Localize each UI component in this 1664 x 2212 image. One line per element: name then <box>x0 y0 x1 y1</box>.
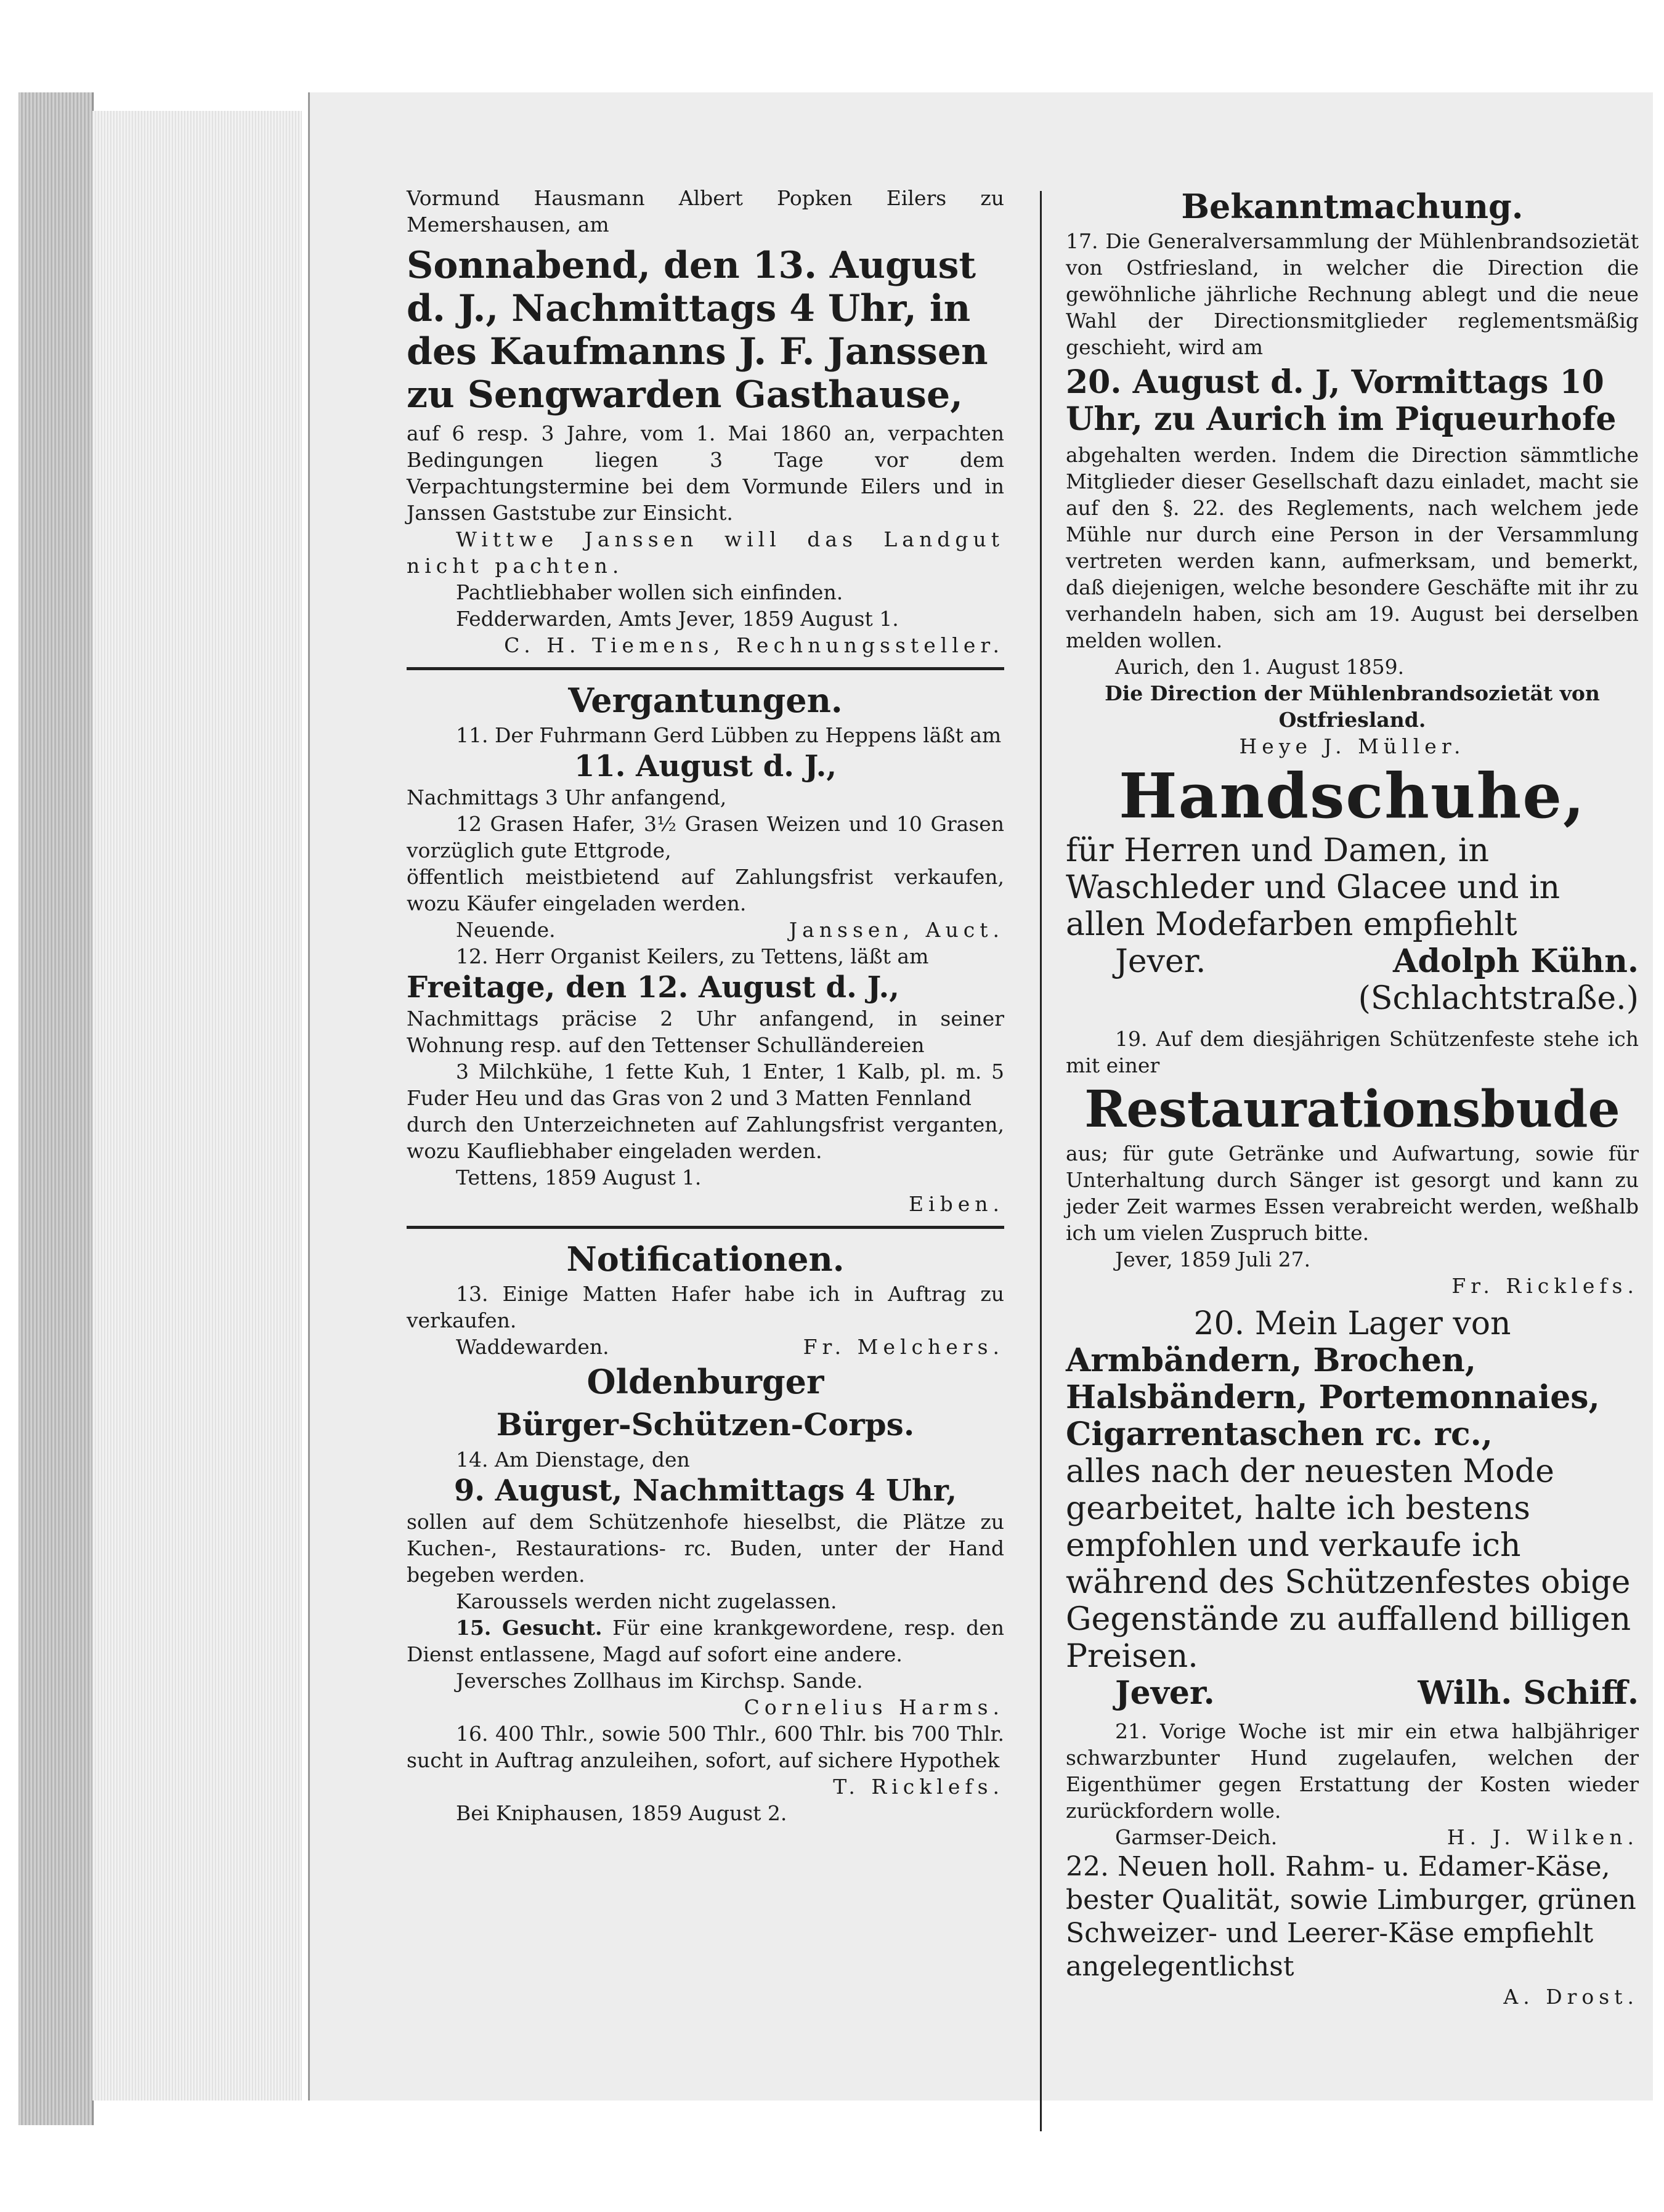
lease-widow: Wittwe Janssen will das Landgut nicht pachten. <box>407 527 1004 578</box>
notice-13-signer: Fr. Melchers. <box>803 1335 1004 1359</box>
notice-13-place: Waddewarden. <box>456 1335 609 1359</box>
lease-intro: Vormund Hausmann Albert Popken Eilers zu Memershausen, am <box>407 186 1004 237</box>
heading-notificationen: Notificationen. <box>566 1239 845 1279</box>
notice-11-signer: Janssen, Auct. <box>789 918 1004 942</box>
notice-22-signer: A. Drost. <box>1503 1985 1639 2009</box>
notice-19-intro: 19. Auf dem diesjährigen Schützenfeste stehe ich mit einer <box>1066 1027 1639 1077</box>
column-divider <box>1040 191 1042 2131</box>
notice-13-footer <box>407 1334 1004 1360</box>
notice-11-intro: 11. Der Fuhrmann Gerd Lübben zu Heppens läßt am <box>456 723 1002 747</box>
right-column <box>1066 185 1639 2010</box>
notice-15-text: Für eine krankgewordene, resp. den Dienst entlassene, Magd auf sofort eine andere. <box>407 1616 1004 1666</box>
page-stack-edge <box>92 111 302 2101</box>
notice-11-time: Nachmittags 3 Uhr anfangend, <box>407 785 727 809</box>
notice-18-signer: Adolph Kühn. <box>1393 942 1639 980</box>
notice-17-place: Aurich, den 1. August 1859. <box>1115 655 1405 679</box>
notice-16-text: 16. 400 Thlr., sowie 500 Thlr., 600 Thlr. bis 700 Thlr. sucht in Auftrag anzuleihen, sofort, auf sichere Hypothek <box>407 1722 1004 1772</box>
lease-place-date: Fedderwarden, Amts Jever, 1859 August 1. <box>456 607 899 631</box>
notice-11-items: 12 Grasen Hafer, 3½ Grasen Weizen und 10 Grasen vorzüglich gute Ettgrode, <box>407 812 1004 862</box>
notice-16-place: Bei Kniphausen, 1859 August 2. <box>456 1801 787 1825</box>
notice-15-place: Jeversches Zollhaus im Kirchsp. Sande. <box>456 1669 863 1693</box>
section-rule <box>407 667 1004 670</box>
oldenburger-title: Oldenburger <box>586 1362 824 1401</box>
notice-13-text: 13. Einige Matten Hafer habe ich in Auftrag zu verkaufen. <box>407 1282 1004 1332</box>
section-rule <box>407 1226 1004 1229</box>
notice-21-footer <box>1066 1824 1639 1850</box>
notice-11-footer <box>407 917 1004 943</box>
notice-12-items: 3 Milchkühe, 1 fette Kuh, 1 Enter, 1 Kalb, pl. m. 5 Fuder Heu und das Gras von 2 und 3 Matten Fennland <box>407 1059 1004 1110</box>
notice-11-date: 11. August d. J., <box>574 749 837 784</box>
notice-20-items: Armbändern, Brochen, Halsbändern, Portemonnaies, Cigarrentaschen rc. rc., <box>1066 1342 1600 1453</box>
lease-terms: auf 6 resp. 3 Jahre, vom 1. Mai 1860 an, verpachten Bedingungen liegen 3 Tage vor dem Verpachtungstermine bei dem Vormunde Eilers und in Janssen Gaststube zur Einsicht. <box>407 421 1004 525</box>
notice-12-intro: 12. Herr Organist Keilers, zu Tettens, läßt am <box>456 944 929 968</box>
notice-21-place: Garmser-Deich. <box>1115 1825 1278 1849</box>
notice-17-text: 17. Die Generalversammlung der Mühlenbrandsozietät von Ostfriesland, in welcher die Direction die gewöhnliche jährliche Rechnung ablegt und die neue Wahl der Directionsmitglieder reglementsmäßig geschieht, wird am <box>1066 229 1639 359</box>
notice-20-signer: Wilh. Schiff. <box>1418 1674 1639 1712</box>
notice-11-place: Neuende. <box>456 918 556 942</box>
notice-18-title: Handschuhe, <box>1119 760 1586 832</box>
notice-19-text: aus; für gute Getränke und Aufwartung, sowie für Unterhaltung durch Sänger ist gesorgt und kann zu jeder Zeit warmes Essen verabreicht werden, weßhalb ich um vielen Zuspruch bitte. <box>1066 1141 1639 1245</box>
notice-20-intro: 20. Mein Lager von <box>1193 1305 1511 1342</box>
notice-22-text: 22. Neuen holl. Rahm- u. Edamer-Käse, bester Qualität, sowie Limburger, grünen Schweizer- und Leerer-Käse empfiehlt angelegentlichst <box>1066 1851 1636 1982</box>
notice-19-signer: Fr. Ricklefs. <box>1451 1274 1639 1298</box>
heading-vergantungen: Vergantungen. <box>568 681 843 720</box>
notice-21-text: 21. Vorige Woche ist mir ein etwa halbjähriger schwarzbunter Hund zugelaufen, welchen der Eigenthümer gegen Erstattung der Kosten wieder zurückfordern wolle. <box>1066 1719 1639 1823</box>
notice-12-place: Tettens, 1859 August 1. <box>456 1165 702 1189</box>
notice-20-place: Jever. <box>1115 1674 1215 1712</box>
notice-16-signer: T. Ricklefs. <box>833 1775 1004 1799</box>
notice-17-body: abgehalten werden. Indem die Direction sämmtliche Mitglieder dieser Gesellschaft dazu einladet, macht sie auf den §. 22. des Reglements, nach welchem jede Mühle nur durch eine Person in der Versammlung vertreten werden kann, aufmerksam, und bemerkt, daß diejenigen, welche besondere Geschäfte mit ihr zu verhandeln haben, sich am 19. August bei derselben melden wollen. <box>1066 443 1639 652</box>
notice-20-footer <box>1066 1675 1639 1712</box>
lease-signer: C. H. Tiemens, Rechnungssteller. <box>504 633 1004 657</box>
notice-12-time: Nachmittags präcise 2 Uhr anfangend, in seiner Wohnung resp. auf den Tettenser Schulländereien <box>407 1007 1004 1057</box>
notice-17-signer: Heye J. Müller. <box>1239 734 1466 758</box>
notice-11-terms: öffentlich meistbietend auf Zahlungsfrist verkaufen, wozu Käufer eingeladen werden. <box>407 865 1004 915</box>
notice-12-signer: Eiben. <box>908 1192 1004 1216</box>
notice-14-note: Karoussels werden nicht zugelassen. <box>456 1589 837 1613</box>
notice-17-org: Die Direction der Mühlenbrandsozietät von Ostfriesland. <box>1105 681 1600 732</box>
notice-20-text: alles nach der neuesten Mode gearbeitet, halte ich bestens empfohlen und verkaufe ich während des Schützenfestes obige Gegenstände zu auffallend billigen Preisen. <box>1066 1453 1631 1675</box>
buerger-title: Bürger-Schützen-Corps. <box>496 1406 915 1443</box>
notice-19-title: Restaurationsbude <box>1084 1080 1620 1139</box>
notice-19-place: Jever, 1859 Juli 27. <box>1115 1247 1311 1271</box>
book-spine <box>18 92 94 2125</box>
notice-15-signer: Cornelius Harms. <box>744 1695 1004 1719</box>
notice-14-date: 9. August, Nachmittags 4 Uhr, <box>453 1473 957 1508</box>
notice-17-date: 20. August d. J, Vormittags 10 Uhr, zu Aurich im Piqueurhofe <box>1066 363 1617 438</box>
notice-14-intro: 14. Am Dienstage, den <box>456 1448 690 1472</box>
notice-15-label: 15. Gesucht. <box>456 1616 603 1640</box>
left-column <box>407 185 1004 1826</box>
notice-12-date: Freitage, den 12. August d. J., <box>407 970 899 1005</box>
notice-15 <box>407 1614 1004 1667</box>
notice-18-text: für Herren und Damen, in Waschleder und Glacee und in allen Modefarben empfiehlt <box>1066 832 1561 943</box>
notice-18-footer <box>1066 943 1639 980</box>
lease-date: Sonnabend, den 13. August d. J., Nachmittags 4 Uhr, in des Kaufmanns J. F. Janssen zu Sengwarden Gasthause, <box>407 244 988 416</box>
notice-12-terms: durch den Unterzeichneten auf Zahlungsfrist verganten, wozu Kaufliebhaber eingeladen werden. <box>407 1112 1004 1163</box>
notice-14-text: sollen auf dem Schützenhofe hieselbst, die Plätze zu Kuchen-, Restaurations- rc. Buden, unter der Hand begeben werden. <box>407 1510 1004 1587</box>
lease-invite: Pachtliebhaber wollen sich einfinden. <box>456 580 843 604</box>
heading-bekanntmachung: Bekanntmachung. <box>1181 187 1524 226</box>
notice-18-address: (Schlachtstraße.) <box>1358 980 1639 1017</box>
notice-18-place: Jever. <box>1115 943 1206 980</box>
notice-21-signer: H. J. Wilken. <box>1447 1825 1639 1849</box>
